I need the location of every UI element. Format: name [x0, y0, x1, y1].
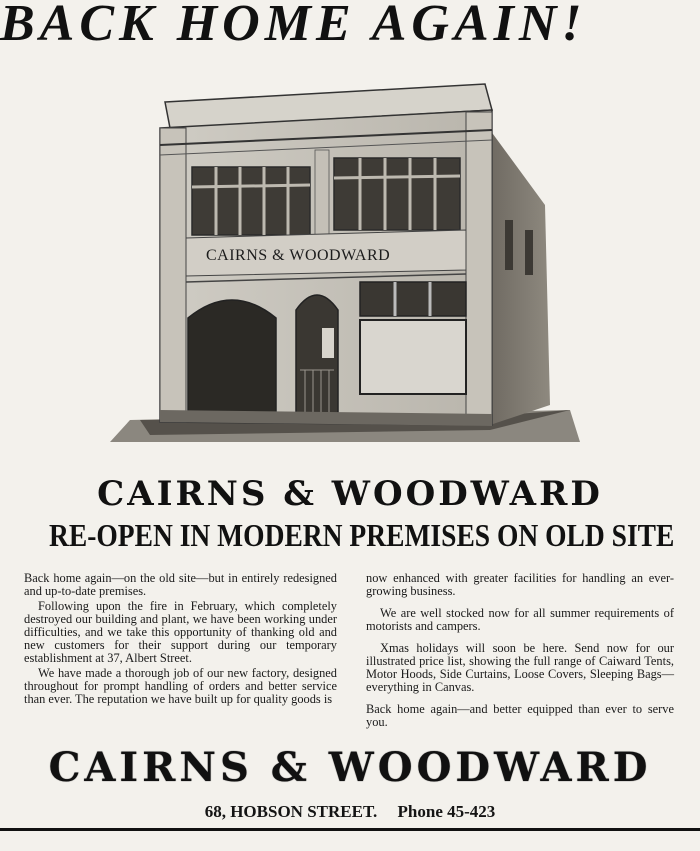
paragraph: We have made a thorough job of our new factory, designed throughout for prompt handling of orders and better service than ever. The reputation we have built up for quality goods is: [24, 666, 337, 707]
building-photo: [110, 70, 580, 445]
footer-address: [0, 802, 700, 822]
street-address: 68, HOBSON STREET.: [204, 802, 378, 821]
facade-sign: CAIRNS & WOODWARD: [206, 247, 391, 264]
phone-number: Phone 45-423: [397, 802, 496, 821]
firm-name-bottom: CAIRNS & WOODWARD: [48, 744, 652, 791]
paragraph: We are well stocked now for all summer requirements of motorists and campers.: [366, 606, 674, 634]
headline: BACK HOME AGAIN!: [0, 0, 587, 52]
paragraph: Back home again—and better equipped than ever to serve you.: [366, 702, 674, 730]
paragraph: Following upon the fire in February, which completely destroyed our building and plant, we have been working under difficulties, and we take this opportunity of thanking old and new customers for their support during our temporary establishment at 37, Albert Street.: [24, 599, 337, 666]
body-column-left: [24, 572, 337, 708]
paragraph: now enhanced with greater facilities for handling an ever-growing business.: [366, 571, 674, 599]
paragraph: Back home again—on the old site—but in entirely redesigned and up-to-date premises.: [24, 571, 337, 599]
subheadline: RE-OPEN IN MODERN PREMISES ON OLD SITE: [49, 517, 675, 553]
paragraph: Xmas holidays will soon be here. Send now for our illustrated price list, showing the full range of Caiward Tents, Motor Hoods, Side Curtains, Loose Covers, Sleeping Bags—everything in Canvas.: [366, 641, 674, 695]
body-column-right: [366, 572, 674, 738]
bottom-rule: [0, 828, 700, 831]
firm-name-top: CAIRNS & WOODWARD: [97, 474, 603, 514]
building-illustration: [110, 70, 580, 445]
